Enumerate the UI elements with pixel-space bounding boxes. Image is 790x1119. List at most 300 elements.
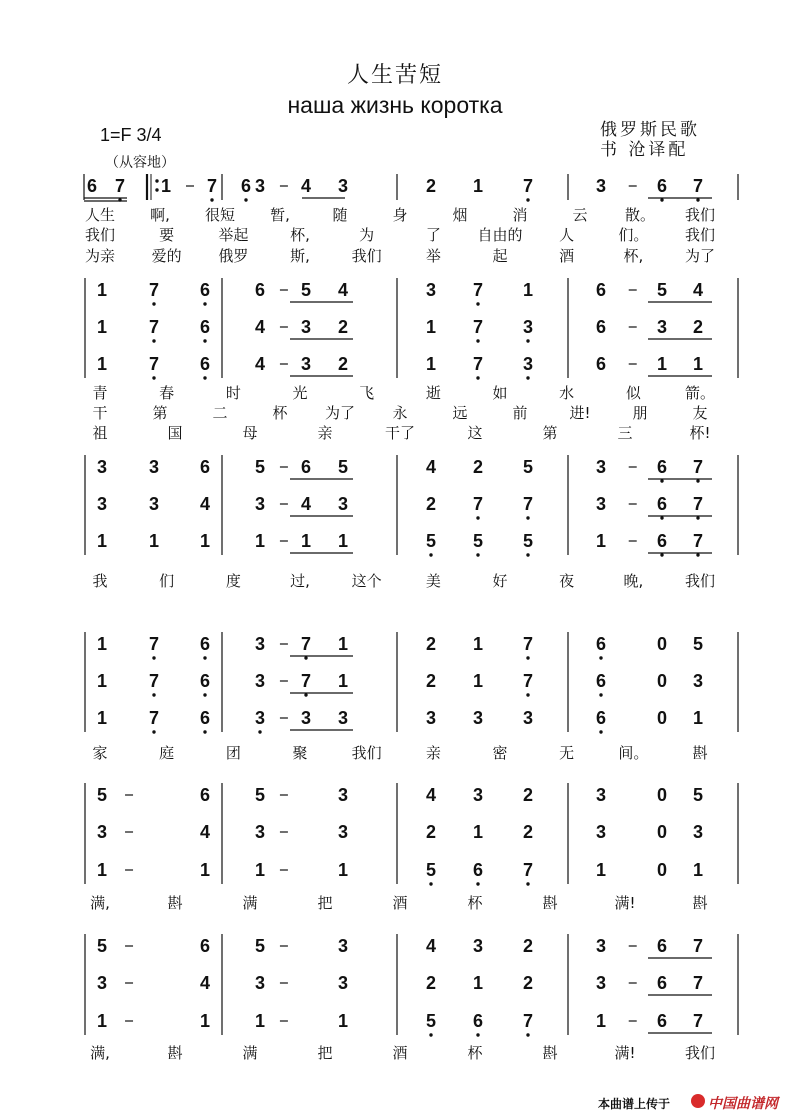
lyric-text: 亲 [425, 744, 441, 762]
note: 1 [96, 1011, 108, 1031]
low-octave-dot [152, 693, 155, 696]
song-title-chinese: 人生苦短 [346, 63, 443, 88]
lyric-text: 酒 [392, 1044, 408, 1062]
low-octave-dot [429, 882, 432, 885]
low-octave-dot [696, 198, 699, 201]
note: 1 [472, 634, 484, 654]
lyric-text: 满! [614, 1044, 636, 1062]
note: 1 [199, 860, 211, 880]
note: 0 [656, 860, 668, 880]
lyric-text: 啊, [150, 206, 170, 224]
lyric-text: 杯, [290, 226, 310, 244]
lyric-text: 聚 [292, 744, 308, 762]
low-octave-dot [304, 656, 307, 659]
lyric-text: 自由的 [477, 226, 523, 244]
note: 7 [522, 494, 534, 514]
note: 6 [656, 973, 668, 993]
upload-credit: 本曲谱上传于 [598, 1097, 671, 1111]
note: 7 [206, 176, 218, 196]
lyric-text: 我们 [684, 1044, 716, 1062]
low-octave-dot [660, 198, 663, 201]
lyric-text: 举 [425, 247, 441, 265]
note: 1 [254, 860, 266, 880]
note: 6 [240, 176, 252, 196]
low-octave-dot [660, 479, 663, 482]
note: 7 [522, 671, 534, 691]
lyric-text: 杯! [689, 424, 711, 442]
lyric-text: 箭。 [684, 384, 716, 402]
note: 1 [692, 860, 704, 880]
note: 6 [199, 457, 211, 477]
low-octave-dot [476, 339, 479, 342]
note: 7 [148, 708, 160, 728]
note: 6 [595, 280, 607, 300]
note: 4 [337, 280, 349, 300]
lyric-text: 前 [512, 404, 528, 422]
lyric-text: 二 [212, 404, 228, 422]
note: 0 [656, 708, 668, 728]
note: 2 [337, 317, 349, 337]
note: 2 [692, 317, 704, 337]
note: 2 [425, 822, 437, 842]
lyric-text: 我们 [351, 247, 382, 265]
note: 1 [337, 634, 349, 654]
note: 4 [300, 494, 312, 514]
lyric-text: 美 [425, 572, 441, 590]
note: 3 [522, 354, 534, 374]
note: 1 [148, 531, 160, 551]
note: 5 [425, 1011, 437, 1031]
lyric-text: 过, [290, 572, 310, 590]
lyric-text: 我们 [84, 226, 116, 244]
lyric-text: 逝 [425, 384, 441, 402]
low-octave-dot [696, 553, 699, 556]
low-octave-dot [203, 656, 206, 659]
note: 5 [522, 457, 534, 477]
translator-credit: 书 沧译配 [600, 140, 689, 160]
low-octave-dot [599, 730, 602, 733]
low-octave-dot [599, 693, 602, 696]
lyric-text: 斟 [167, 1044, 183, 1062]
note: 6 [656, 1011, 668, 1031]
note: 1 [254, 531, 266, 551]
lyric-text: 干了 [384, 424, 416, 442]
low-octave-dot [203, 693, 206, 696]
lyric-text: 这个 [351, 572, 382, 590]
low-octave-dot [429, 553, 432, 556]
lyric-text: 人 [559, 226, 575, 244]
note: 4 [199, 822, 211, 842]
note: 2 [472, 457, 484, 477]
lyric-text: 进! [569, 404, 591, 422]
note: 0 [656, 822, 668, 842]
note: 1 [199, 531, 211, 551]
lyric-text: 了 [425, 226, 441, 244]
note: 1 [595, 1011, 607, 1031]
note: 3 [254, 494, 266, 514]
lyric-text: 斟 [692, 894, 708, 912]
note: 5 [692, 634, 704, 654]
low-octave-dot [526, 516, 529, 519]
note: 3 [425, 280, 437, 300]
lyric-text: 为了 [684, 247, 716, 265]
note: 3 [254, 708, 266, 728]
note: 7 [472, 280, 484, 300]
note: 1 [692, 708, 704, 728]
lyric-text: 密 [492, 744, 508, 762]
note: 2 [522, 936, 534, 956]
note: 2 [522, 785, 534, 805]
low-octave-dot [476, 516, 479, 519]
note: 7 [692, 936, 704, 956]
note: 0 [656, 785, 668, 805]
note: 1 [254, 1011, 266, 1031]
note: 4 [199, 494, 211, 514]
lyric-text: 我们 [351, 744, 382, 762]
note: 3 [254, 671, 266, 691]
lyric-text: 杯 [467, 894, 483, 912]
low-octave-dot [203, 376, 206, 379]
note: 1 [522, 280, 534, 300]
low-octave-dot [258, 730, 261, 733]
note: 7 [522, 1011, 534, 1031]
note: 3 [595, 494, 607, 514]
lyric-text: 我 [92, 572, 108, 590]
note: 3 [522, 317, 534, 337]
lyric-text: 朋 [632, 404, 648, 422]
note: 1 [656, 354, 668, 374]
lyric-text: 起 [492, 247, 508, 265]
lyric-text: 身 [392, 206, 408, 224]
note: 7 [692, 531, 704, 551]
note: 6 [199, 634, 211, 654]
note: 5 [300, 280, 312, 300]
note: 5 [472, 531, 484, 551]
lyric-text: 我们 [684, 206, 716, 224]
lyric-text: 为 [359, 226, 375, 244]
lyric-text: 爱的 [151, 247, 182, 265]
note: 3 [595, 822, 607, 842]
note: 1 [96, 671, 108, 691]
note: 6 [595, 317, 607, 337]
note: 3 [254, 822, 266, 842]
lyric-text: 们。 [618, 226, 649, 244]
low-octave-dot [118, 198, 121, 201]
note: 3 [337, 494, 349, 514]
lyric-text: 人生 [84, 206, 116, 224]
note: 3 [472, 936, 484, 956]
note: 7 [692, 494, 704, 514]
note: 6 [656, 176, 668, 196]
note: 4 [254, 354, 266, 374]
note: 1 [96, 317, 108, 337]
lyric-text: 友 [692, 404, 708, 422]
low-octave-dot [526, 693, 529, 696]
note: 5 [96, 936, 108, 956]
note: 1 [96, 708, 108, 728]
lyric-text: 青 [92, 384, 108, 402]
note: 4 [692, 280, 704, 300]
note: 0 [656, 671, 668, 691]
lyric-text: 团 [225, 744, 241, 762]
low-octave-dot [152, 376, 155, 379]
note: 2 [425, 634, 437, 654]
note: 7 [148, 634, 160, 654]
note: 5 [254, 785, 266, 805]
note: 3 [96, 457, 108, 477]
note: 6 [595, 634, 607, 654]
lyric-text: 间。 [618, 744, 649, 762]
note: 2 [522, 973, 534, 993]
lyric-text: 似 [625, 384, 641, 402]
lyric-text: 酒 [559, 247, 575, 265]
lyric-text: 把 [317, 894, 333, 912]
note: 3 [337, 822, 349, 842]
low-octave-dot [696, 479, 699, 482]
note: 0 [656, 634, 668, 654]
note: 3 [595, 457, 607, 477]
lyric-text: 水 [559, 384, 575, 402]
note: 6 [656, 936, 668, 956]
low-octave-dot [526, 553, 529, 556]
lyric-text: 烟 [452, 206, 468, 224]
key-signature: 1=F 3/4 [100, 125, 162, 145]
low-octave-dot [244, 198, 247, 201]
low-octave-dot [476, 302, 479, 305]
note: 5 [656, 280, 668, 300]
note: 7 [692, 457, 704, 477]
tempo-marking: （从容地） [105, 155, 175, 171]
note: 5 [522, 531, 534, 551]
lyric-text: 时 [225, 384, 241, 402]
low-octave-dot [660, 553, 663, 556]
note: 6 [199, 280, 211, 300]
note: 3 [425, 708, 437, 728]
note: 6 [199, 317, 211, 337]
note: 1 [337, 531, 349, 551]
low-octave-dot [526, 376, 529, 379]
note: 7 [300, 634, 312, 654]
low-octave-dot [599, 656, 602, 659]
note: 1 [96, 860, 108, 880]
lyric-text: 家 [92, 744, 108, 762]
low-octave-dot [203, 339, 206, 342]
note: 3 [595, 785, 607, 805]
note: 5 [254, 457, 266, 477]
lyric-text: 斟 [542, 894, 558, 912]
note: 3 [522, 708, 534, 728]
note: 7 [472, 354, 484, 374]
lyric-text: 散。 [624, 206, 656, 224]
lyric-text: 满 [242, 1044, 258, 1062]
note: 4 [254, 317, 266, 337]
note: 2 [337, 354, 349, 374]
note: 7 [148, 317, 160, 337]
note: 3 [300, 708, 312, 728]
note: 1 [199, 1011, 211, 1031]
note: 6 [199, 708, 211, 728]
lyric-text: 亲 [317, 424, 333, 442]
note: 7 [522, 634, 534, 654]
lyric-text: 要 [159, 226, 175, 244]
note: 3 [595, 176, 607, 196]
lyric-text: 第 [542, 424, 558, 442]
note: 1 [472, 176, 484, 196]
note: 6 [199, 936, 211, 956]
note: 6 [472, 860, 484, 880]
note: 5 [692, 785, 704, 805]
lyric-text: 春 [159, 384, 175, 402]
note: 6 [595, 671, 607, 691]
lyric-text: 斟 [692, 744, 708, 762]
lyric-text: 消 [512, 206, 528, 224]
lyric-text: 杯, [623, 247, 644, 265]
note: 1 [595, 531, 607, 551]
note: 1 [96, 280, 108, 300]
low-octave-dot [526, 198, 529, 201]
lyric-text: 暂, [270, 206, 290, 224]
note: 6 [199, 671, 211, 691]
note: 2 [522, 822, 534, 842]
low-octave-dot [696, 516, 699, 519]
low-octave-dot [660, 516, 663, 519]
note: 6 [254, 280, 266, 300]
low-octave-dot [476, 553, 479, 556]
lyric-text: 这 [467, 424, 483, 442]
low-octave-dot [210, 198, 213, 201]
note: 3 [692, 822, 704, 842]
note: 3 [472, 785, 484, 805]
note: 1 [337, 1011, 349, 1031]
note: 1 [425, 354, 437, 374]
lyric-text: 第 [152, 404, 168, 422]
note: 3 [254, 176, 266, 196]
note: 1 [425, 317, 437, 337]
note: 5 [96, 785, 108, 805]
low-octave-dot [152, 339, 155, 342]
low-octave-dot [152, 730, 155, 733]
note: 1 [472, 671, 484, 691]
note: 2 [425, 176, 437, 196]
site-logo: 中国曲谱网 [708, 1096, 778, 1112]
lyric-text: 满, [90, 894, 110, 912]
note: 1 [160, 176, 172, 196]
note: 6 [656, 494, 668, 514]
note: 3 [148, 494, 160, 514]
note: 1 [300, 531, 312, 551]
note: 4 [425, 785, 437, 805]
lyric-text: 为了 [324, 404, 356, 422]
repeat-dot [155, 179, 158, 182]
note: 7 [692, 973, 704, 993]
note: 7 [522, 176, 534, 196]
note: 6 [656, 531, 668, 551]
note: 4 [425, 936, 437, 956]
lyric-text: 远 [452, 404, 468, 422]
note: 3 [337, 708, 349, 728]
low-octave-dot [476, 1033, 479, 1036]
lyric-text: 斟 [542, 1044, 558, 1062]
lyric-text: 杯 [272, 404, 288, 422]
note: 3 [692, 671, 704, 691]
note: 3 [96, 494, 108, 514]
note: 7 [692, 176, 704, 196]
note: 4 [199, 973, 211, 993]
low-octave-dot [304, 693, 307, 696]
song-title-russian: наша жизнь коротка [287, 92, 503, 118]
note: 6 [86, 176, 98, 196]
note: 7 [522, 860, 534, 880]
lyric-text: 杯 [467, 1044, 483, 1062]
lyric-text: 们 [159, 572, 175, 590]
note: 2 [425, 494, 437, 514]
note: 6 [595, 354, 607, 374]
note: 3 [472, 708, 484, 728]
lyric-text: 把 [317, 1044, 333, 1062]
note: 4 [300, 176, 312, 196]
low-octave-dot [526, 339, 529, 342]
note: 7 [114, 176, 126, 196]
lyric-text: 俄罗 [218, 247, 249, 265]
origin-credit: 俄罗斯民歌 [600, 120, 700, 140]
low-octave-dot [526, 656, 529, 659]
lyric-text: 三 [617, 424, 633, 442]
low-octave-dot [476, 882, 479, 885]
note: 7 [148, 671, 160, 691]
note: 6 [472, 1011, 484, 1031]
note: 6 [199, 785, 211, 805]
lyric-text: 我们 [684, 226, 716, 244]
note: 4 [425, 457, 437, 477]
note: 7 [148, 280, 160, 300]
note: 6 [656, 457, 668, 477]
note: 3 [337, 973, 349, 993]
low-octave-dot [203, 730, 206, 733]
note: 7 [148, 354, 160, 374]
lyric-text: 光 [292, 384, 308, 402]
note: 3 [96, 973, 108, 993]
lyric-text: 举起 [218, 226, 249, 244]
note: 3 [300, 354, 312, 374]
note: 6 [300, 457, 312, 477]
lyric-text: 如 [492, 384, 508, 402]
note: 3 [337, 176, 349, 196]
lyric-text: 晚, [623, 572, 644, 590]
lyric-text: 庭 [159, 744, 175, 762]
note: 3 [595, 973, 607, 993]
note: 1 [96, 634, 108, 654]
lyric-text: 斟 [167, 894, 183, 912]
note: 1 [692, 354, 704, 374]
note: 2 [425, 671, 437, 691]
site-logo-icon [691, 1094, 705, 1108]
low-octave-dot [429, 1033, 432, 1036]
note: 1 [96, 531, 108, 551]
lyric-text: 飞 [359, 384, 375, 402]
note: 5 [425, 531, 437, 551]
note: 7 [300, 671, 312, 691]
note: 1 [96, 354, 108, 374]
lyric-text: 度 [225, 572, 241, 590]
note: 5 [425, 860, 437, 880]
note: 7 [692, 1011, 704, 1031]
lyric-text: 为亲 [84, 247, 116, 265]
note: 3 [254, 973, 266, 993]
low-octave-dot [152, 302, 155, 305]
lyric-text: 干 [92, 404, 108, 422]
note: 1 [472, 973, 484, 993]
low-octave-dot [526, 882, 529, 885]
